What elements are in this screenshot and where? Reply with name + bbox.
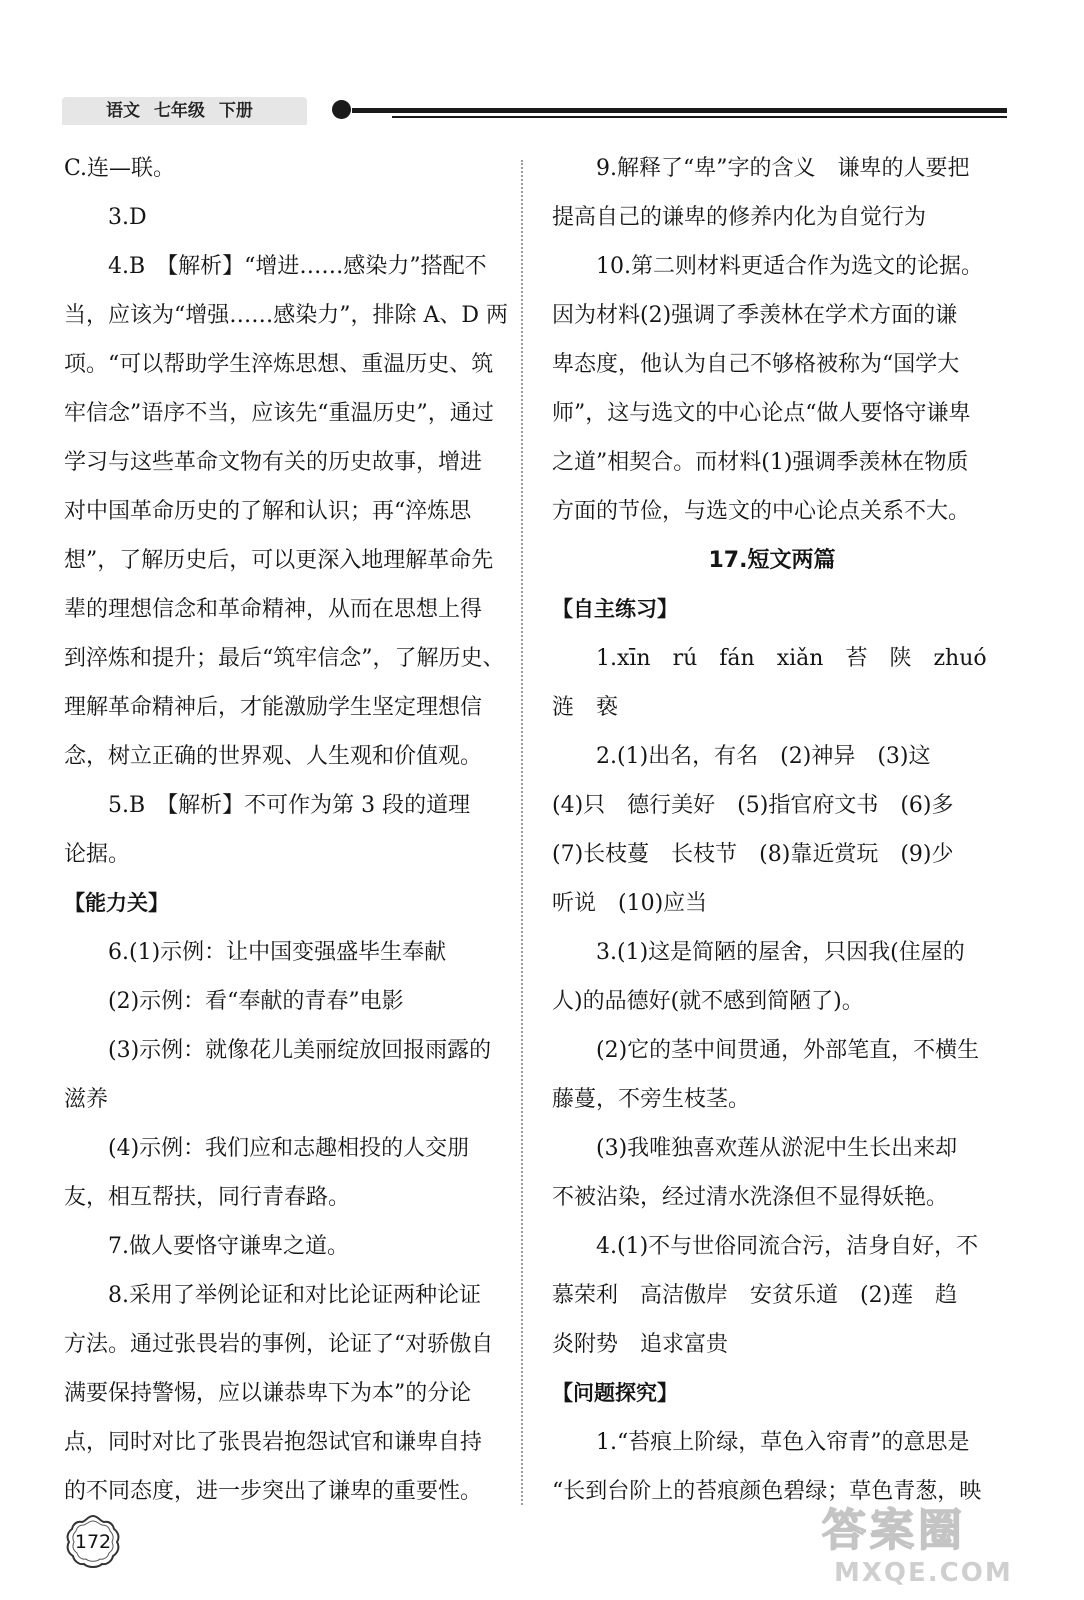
header-dot-ornament <box>332 100 351 119</box>
text-line: (7)长枝蔓 长枝节 (8)靠近赏玩 (9)少 <box>552 842 954 867</box>
text-line: (2)示例：看“奉献的青春”电影 <box>108 989 404 1014</box>
text-line: 人)的品德好(就不感到简陋了)。 <box>552 989 864 1014</box>
text-line: (3)我唯独喜欢莲从淤泥中生长出来却 <box>596 1136 958 1161</box>
page-number: 172 <box>74 1531 112 1553</box>
left-column <box>64 144 512 1516</box>
header-grade: 七年级 <box>153 101 205 121</box>
header-subject: 语文 <box>106 101 140 121</box>
text-line: 2.(1)出名，有名 (2)神异 (3)这 <box>596 744 931 769</box>
text-line: 卑态度，他认为自己不够格被称为“国学大 <box>552 352 960 377</box>
text-line: 不被沾染，经过清水洗涤但不显得妖艳。 <box>552 1185 949 1210</box>
text-line: 提高自己的谦卑的修养内化为自觉行为 <box>552 205 927 230</box>
text-line: 学习与这些革命文物有关的历史故事，增进 <box>64 450 483 475</box>
lesson-title: 17.短文两篇 <box>708 548 836 573</box>
section-heading: 【问题探究】 <box>552 1381 678 1405</box>
text-line: 当，应该为“增强……感染力”，排除 A、D 两 <box>64 303 509 328</box>
text-line: 9.解释了“卑”字的含义 谦卑的人要把 <box>596 156 970 181</box>
text-line: 牢信念”语序不当，应该先“重温历史”，通过 <box>64 401 494 426</box>
text-line: “长到台阶上的苔痕颜色碧绿；草色青葱，映 <box>552 1479 982 1504</box>
column-divider <box>521 160 523 1505</box>
text-line: 1.“苔痕上阶绿，草色入帘青”的意思是 <box>596 1430 970 1455</box>
text-line: 炎附势 追求富贵 <box>552 1332 729 1357</box>
text-line: 念，树立正确的世界观、人生观和价值观。 <box>64 744 483 769</box>
text-line: 到淬炼和提升；最后“筑牢信念”，了解历史、 <box>64 646 505 671</box>
watermark-text: 答案圈 <box>822 1505 966 1556</box>
header-volume: 下册 <box>218 101 253 121</box>
text-line: 想”，了解历史后，可以更深入地理解革命先 <box>64 548 494 573</box>
text-line: 3.(1)这是简陋的屋舍，只因我(住屋的 <box>596 940 965 965</box>
text-line: 4.(1)不与世俗同流合污，洁身自好，不 <box>596 1234 979 1259</box>
text-line: 涟 亵 <box>552 695 619 720</box>
text-line: 师”，这与选文的中心论点“做人要恪守谦卑 <box>552 401 971 426</box>
header-rule-thin <box>392 116 1007 118</box>
page-number-badge <box>62 1512 124 1574</box>
text-line: 藤蔓，不旁生枝茎。 <box>552 1087 751 1112</box>
text-line: 友，相互帮扶，同行青春路。 <box>64 1185 351 1210</box>
text-line: 滋养 <box>64 1087 109 1112</box>
section-heading: 【自主练习】 <box>552 597 678 621</box>
text-line: (3)示例：就像花儿美丽绽放回报雨露的 <box>108 1038 492 1063</box>
text-line: 对中国革命历史的了解和认识；再“淬炼思 <box>64 499 472 524</box>
text-line: 3.D <box>108 205 147 230</box>
text-line: (2)它的茎中间贯通，外部笔直，不横生 <box>596 1038 980 1063</box>
text-line: (4)只 德行美好 (5)指官府文书 (6)多 <box>552 793 954 818</box>
text-line: 慕荣利 高洁傲岸 安贫乐道 (2)莲 趋 <box>552 1283 958 1308</box>
text-line: 听说 (10)应当 <box>552 891 708 916</box>
text-line: 方法。通过张畏岩的事例，论证了“对骄傲自 <box>64 1332 494 1357</box>
right-column <box>552 144 992 1516</box>
watermark-url: MXQE.COM <box>834 1558 1013 1588</box>
text-line: 方面的节俭，与选文的中心论点关系不大。 <box>552 499 971 524</box>
text-line: 因为材料(2)强调了季羡林在学术方面的谦 <box>552 303 958 328</box>
text-line: 8.采用了举例论证和对比论证两种论证 <box>108 1283 481 1308</box>
text-line: 项。“可以帮助学生淬炼思想、重温历史、筑 <box>64 352 494 377</box>
text-line: 6.(1)示例：让中国变强盛毕生奉献 <box>108 940 447 965</box>
text-line: 5.B 【解析】不可作为第 3 段的道理 <box>108 793 471 818</box>
text-line: 辈的理想信念和革命精神，从而在思想上得 <box>64 597 483 622</box>
text-line: (4)示例：我们应和志趣相投的人交朋 <box>108 1136 470 1161</box>
text-line: 满要保持警惕，应以谦恭卑下为本”的分论 <box>64 1381 472 1406</box>
text-line: 的不同态度，进一步突出了谦卑的重要性。 <box>64 1479 483 1504</box>
text-line: 1.xīn rú fán xiǎn 苔 陕 zhuó <box>596 646 987 671</box>
text-line: 4.B 【解析】“增进……感染力”搭配不 <box>108 254 487 279</box>
header-rule-thick <box>352 108 1007 113</box>
page-header <box>62 92 1007 132</box>
text-line: C.连—联。 <box>64 156 176 181</box>
text-line: 点，同时对比了张畏岩抱怨试官和谦卑自持 <box>64 1430 483 1455</box>
text-line: 10.第二则材料更适合作为选文的论据。 <box>596 254 983 279</box>
text-line: 7.做人要恪守谦卑之道。 <box>108 1234 349 1259</box>
section-heading: 【能力关】 <box>64 891 169 915</box>
watermark-logo <box>822 1494 1042 1594</box>
text-line: 论据。 <box>64 842 131 867</box>
text-line: 之道”相契合。而材料(1)强调季羡林在物质 <box>552 450 969 475</box>
header-book-tab <box>62 97 307 125</box>
text-line: 理解革命精神后，才能激励学生坚定理想信 <box>64 695 483 720</box>
